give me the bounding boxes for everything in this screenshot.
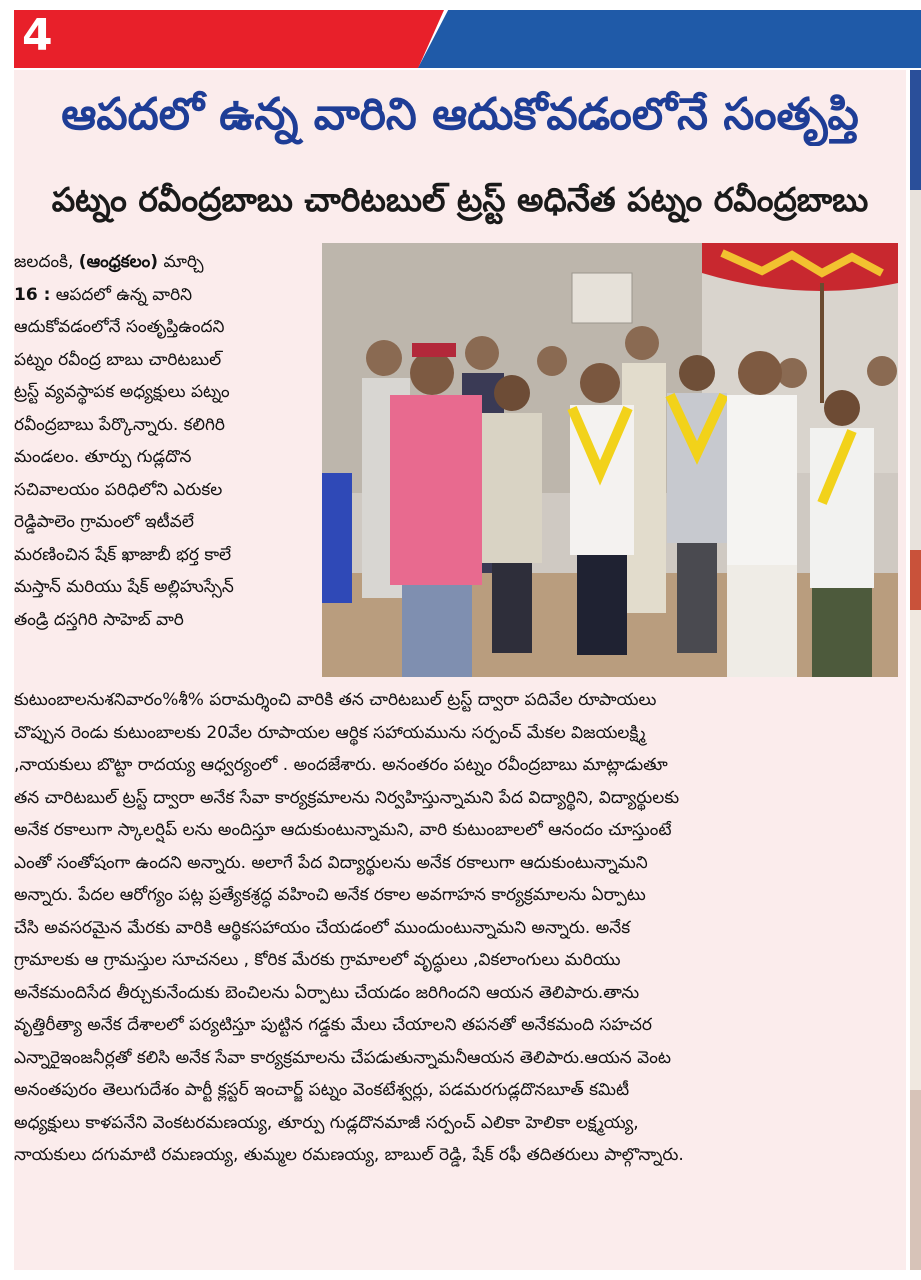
body-left-line: సచివాలయం పరిధిలోని ఎరుకల — [14, 479, 223, 500]
header-blue-band — [418, 10, 921, 68]
body-line: చేసి అవసరమైన మేరకు వారికి ఆర్థికసహాయం చేయడంలో ముందుంటున్నామని అన్నారు. అనేక — [14, 917, 631, 938]
body-left-line: మండలం. తూర్పు గుడ్లదొన — [14, 447, 192, 467]
adjacent-page-strip — [910, 70, 921, 1270]
body-line: అనేకమందిసేద తీర్చుకునేందుకు బెంచిలను ఏర్పాటు చేయడం జరిగిందని ఆయన తెలిపారు.తాను — [14, 982, 640, 1003]
dateline-month: మార్చి — [163, 252, 204, 272]
body-left-line — [14, 279, 314, 312]
body-left-line: మస్తాన్ మరియు షేక్ అల్లిహుస్సేన్ — [14, 577, 234, 597]
body-left-line: మరణించిన షేక్ ఖాజాబీ భర్త కాలే — [14, 544, 232, 565]
body-line: అన్నారు. పేదల ఆరోగ్యం పట్ల ప్రత్యేకశ్రద్ధ వహించి అనేక రకాల అవగాహన కార్యక్రమాలను ఏర్పాటు — [14, 885, 646, 905]
subheadline: పట్నం రవీంద్రబాబు చారిటబుల్ ట్రస్ట్ అధినేత పట్నం రవీంద్రబాబు — [51, 180, 869, 219]
body-line: ,నాయకులు బొట్టా రాదయ్య ఆధ్వర్యంలో . అందజేశారు. అనంతరం పట్నం రవీంద్రబాబు మాట్లాడుతూ — [14, 755, 668, 775]
body-left-line: రవీంద్రబాబు పేర్కొన్నారు. కలిగిరి — [14, 414, 225, 435]
body-line: అధ్యక్షులు కాళపనేని వెంకటరమణయ్య, తూర్పు గుడ్లదొనమాజీ సర్పంచ్ ఎలికా హెలికా లక్ష్మయ్య, — [14, 1112, 639, 1133]
body-line: కుటుంబాలనుశనివారం%శీ% పరామర్శించి వారికి తన చారిటబుల్ ట్రస్ట్ ద్వారా పదివేల రూపాయలు — [14, 690, 657, 710]
news-photo-illustration — [322, 243, 898, 677]
body-left-line: పట్నం రవీంద్ర బాబు చారిటబుల్ — [14, 349, 222, 370]
body-line: వృత్తిరీత్యా అనేక దేశాలలో పర్యటిస్తూ పుట్టిన గడ్డకు మేలు చేయాలని తపనతో అనేకమంది సహచర — [14, 1015, 652, 1035]
body-line: ఎన్నారైఇంజనీర్లతో కలిసి అనేక సేవా కార్యక్రమాలను చేపడుతున్నామనీఆయన తెలిపారు.ఆయన వెంట — [14, 1047, 671, 1068]
article-body-left-column — [14, 246, 314, 636]
dateline-day: 16 : — [14, 284, 51, 305]
body-line: చొప్పున రెండు కుటుంబాలకు 20వేల రూపాయల ఆర్థిక సహాయమును సర్పంచ్ మేకల విజయలక్ష్మి — [14, 722, 646, 743]
article-body-full-width — [14, 684, 904, 1172]
body-line: ఎంతో సంతోషంగా ఉందని అన్నారు. అలాగే పేద విద్యార్థులను అనేక రకాలుగా ఆదుకుంటున్నామని — [14, 852, 648, 873]
body-line: అనంతపురం తెలుగుదేశం పార్టీ క్లస్టర్ ఇంచార్జ్ పట్నం వెంకటేశ్వర్లు, పడమరగుడ్లదొనబూత్ కమిటీ — [14, 1080, 630, 1100]
body-line: గ్రామాలకు ఆ గ్రామస్తుల సూచనలు , కోరిక మేరకు గ్రామాలలో వృద్ధులు ,వికలాంగులు మరియు — [14, 950, 621, 970]
body-line: నాయకులు దగుమాటి రమణయ్య, తుమ్మల రమణయ్య, బాబుల్ రెడ్డి, షేక్ రఫీ తదితరులు పాల్గొన్నారు. — [14, 1145, 684, 1165]
body-left-line: ట్రస్ట్ వ్యవస్థాపక అధ్యక్షులు పట్నం — [14, 382, 230, 402]
dateline-source: (ఆంధ్రకలం) — [78, 252, 159, 272]
body-left-line: తండ్రి దస్తగిరి సాహెబ్ వారి — [14, 609, 184, 630]
body-left-line-text: ఆపదలో ఉన్న వారిని — [55, 284, 193, 305]
news-photo — [322, 243, 898, 677]
dateline — [14, 246, 314, 279]
body-left-line: ఆదుకోవడంలోనే సంతృప్తిఉందని — [14, 317, 225, 337]
page-number: 4 — [22, 10, 53, 61]
body-left-line: రెడ్డిపాలెం గ్రామంలో ఇటీవలే — [14, 512, 194, 532]
header-red-band — [14, 10, 444, 68]
body-line: అనేక రకాలుగా స్కాలర్షిప్ లను అందిస్తూ ఆదుకుంటున్నామని, వారి కుటుంబాలలో ఆనందం చూస్తుంటే — [14, 820, 672, 840]
dateline-place: జలదంకి, — [14, 252, 74, 272]
body-line: తన చారిటబుల్ ట్రస్ట్ ద్వారా అనేక సేవా కార్యక్రమాలను నిర్వహిస్తున్నామని పేద విద్యార్థిని, విద్యార్థులకు — [14, 787, 680, 808]
headline: ఆపదలో ఉన్న వారిని ఆదుకోవడంలోనే సంతృప్తి — [61, 89, 859, 140]
